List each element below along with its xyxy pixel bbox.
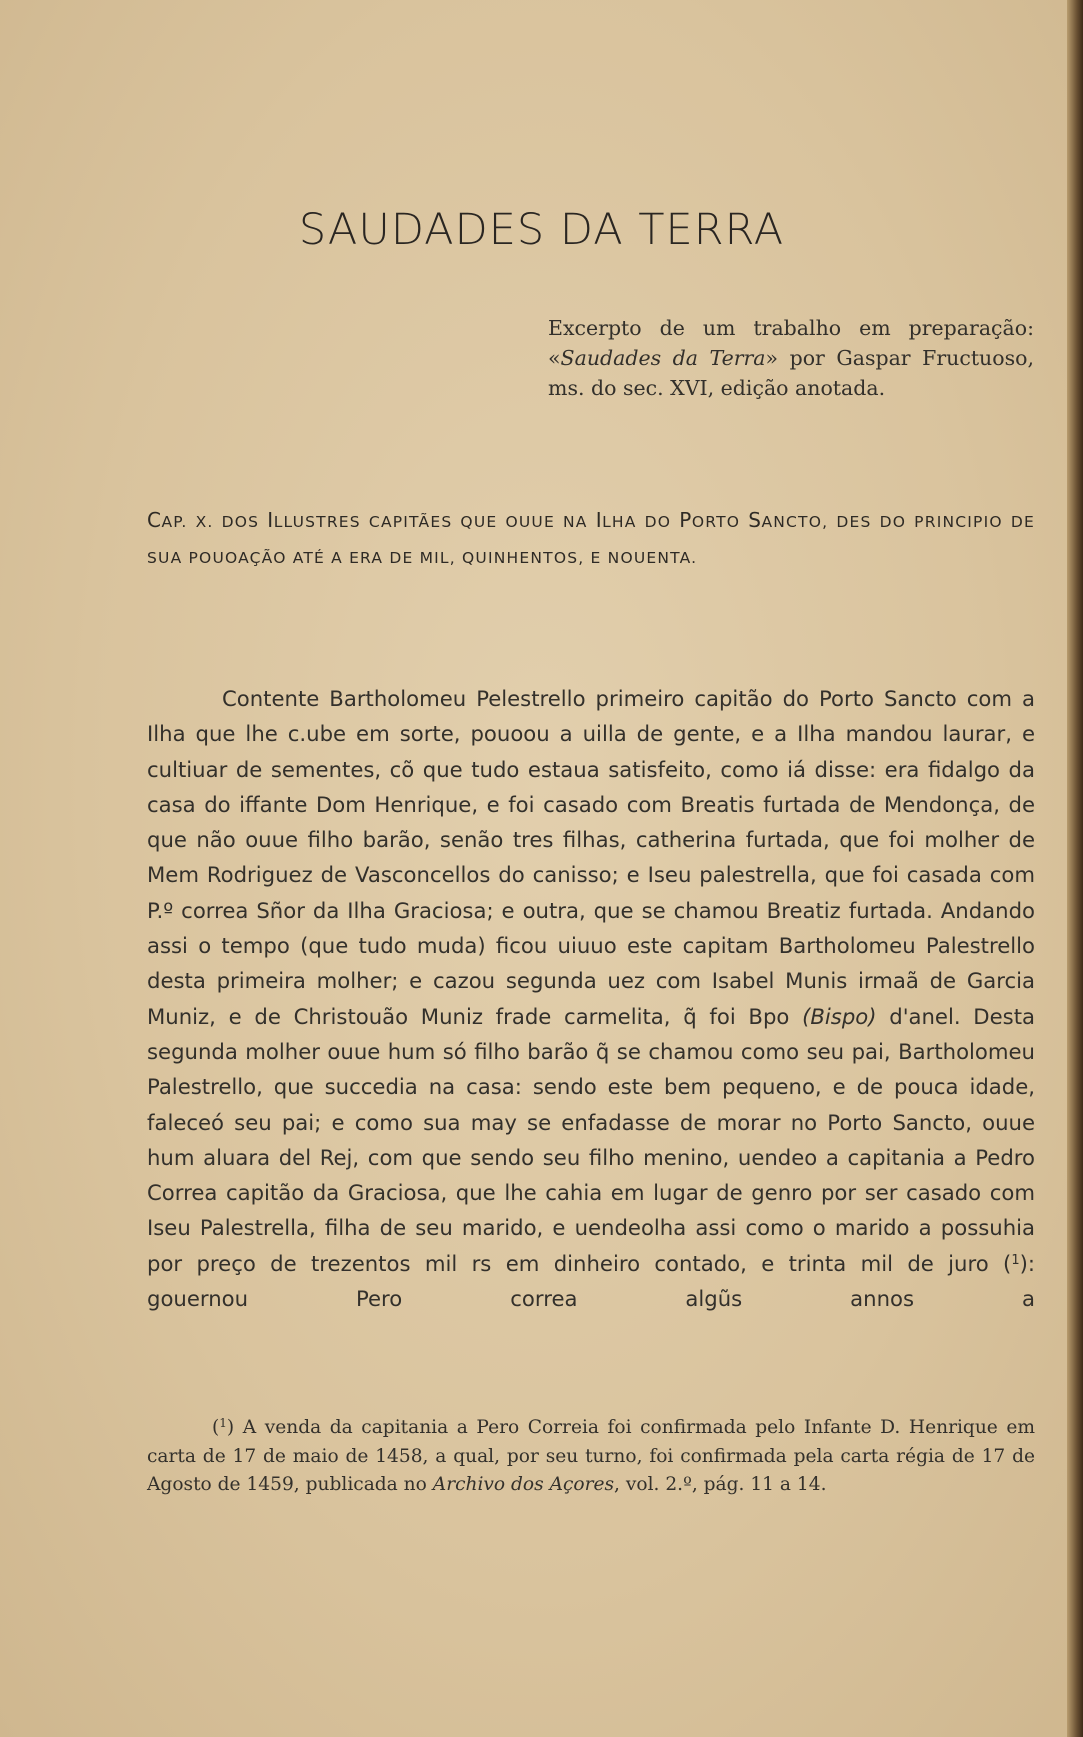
body-paragraph xyxy=(147,681,1035,1316)
excerpt-text-before: Excerpto de um trabalho em preparação: « xyxy=(548,316,1034,370)
footnote-archive-title: Archivo dos Açores xyxy=(432,1474,615,1495)
chapter-orto: ORTO xyxy=(691,513,749,531)
page-title: SAUDADES DA TERRA xyxy=(298,205,785,255)
footnote-close-paren: ) xyxy=(226,1417,235,1438)
footnote-text-1: A venda da capitania a Pero Correia foi confirmada pelo Infante D. Henrique em carta de 17 de maio de 1458, a qual, por seu turno, foi confirmada pela carta régia de 17 de Agosto de 1459, publicada no xyxy=(147,1417,1035,1495)
chapter-initial-s: S xyxy=(748,508,762,532)
body-bispo-gloss: (Bispo) xyxy=(802,1003,877,1029)
body-part-2: d'anel. Desta segunda molher ouue hum só filho barão q̃ se chamou como seu pai, Bartholomeu Palestrello, que succedia na casa: sendo este bem pequeno, e de pouca idade, faleceó seu pai; e como sua may se enfadasse de morar no Porto Sancto, ouue hum aluara del Rej, com que sendo seu filho menino, uendeo a capitania a Pedro Correa capitão da Graciosa, que lhe cahia em lugar de genro por ser casado com Iseu Palestrella, filha de seu marido, e uendeolha assi como o marido a possuhia por preço de trezentos mil rs em dinheiro contado, e trinta mil de juro ( xyxy=(147,1003,1035,1276)
chapter-illustres: LLUSTRES CAPITÃES QUE OUUE NA xyxy=(273,513,596,531)
excerpt-note xyxy=(548,313,1034,403)
chapter-initial-p: P xyxy=(679,508,692,532)
excerpt-work-title: Saudades da Terra xyxy=(560,346,766,370)
page-edge xyxy=(1067,0,1083,1737)
body-part-1: Contente Bartholomeu Pelestrello primeiro capitão do Porto Sancto com a Ilha que lhe c.ube em sorte, pouoou a uilla de gente, e a Ilha mandou laurar, e cultiuar de sementes, cõ que tudo estaua satisfeito, como iá disse: era fidalgo da casa do iffante Dom Henrique, e foi casado com Breatis furtada de Mendonça, de que não ouue filho barão, senão tres filhas, catherina furtada, que foi molher de Mem Rodriguez de Vasconcellos do canisso; e Iseu palestrella, que foi casada com P.º correa Sñor da Ilha Graciosa; e outra, que se chamou Breatiz furtada. Andando assi o tempo (que tudo muda) ficou uiuuo este capitam Bartholomeu Palestrello desta primeira molher; e cazou segunda uez com Isabel Munis irmaã de Garcia Muniz, e de Christouão Muniz frade carmelita, q̃ foi Bpo xyxy=(147,686,1035,1029)
footnote-open-paren: ( xyxy=(212,1417,220,1438)
footnote-marker: 1 xyxy=(219,1416,227,1430)
excerpt-text-after: » por Gaspar Fructuoso, ms. do sec. XVI, edição anotada. xyxy=(548,346,1034,400)
chapter-initial-i2: I xyxy=(595,508,603,532)
body-part-3: ): gouernou Pero correa algũs annos a xyxy=(147,1250,1035,1312)
chapter-lha: LHA DO xyxy=(602,513,680,531)
chapter-cap-initial: C xyxy=(147,508,162,532)
chapter-initial-i1: I xyxy=(267,508,274,532)
chapter-heading xyxy=(147,502,1035,576)
footnote-text-2: , vol. 2.º, pág. 11 a 14. xyxy=(614,1474,827,1495)
chapter-rest: ANCTO, DES DO PRINCIPIO DE SUA POUOAÇÃO ATÉ A ERA DE MIL, QUINHENTOS, E NOUENTA. xyxy=(147,513,1035,567)
chapter-cap-rest: AP. X. DOS xyxy=(161,513,268,531)
footnote xyxy=(147,1414,1035,1500)
footnote-reference: 1 xyxy=(1011,1252,1020,1268)
